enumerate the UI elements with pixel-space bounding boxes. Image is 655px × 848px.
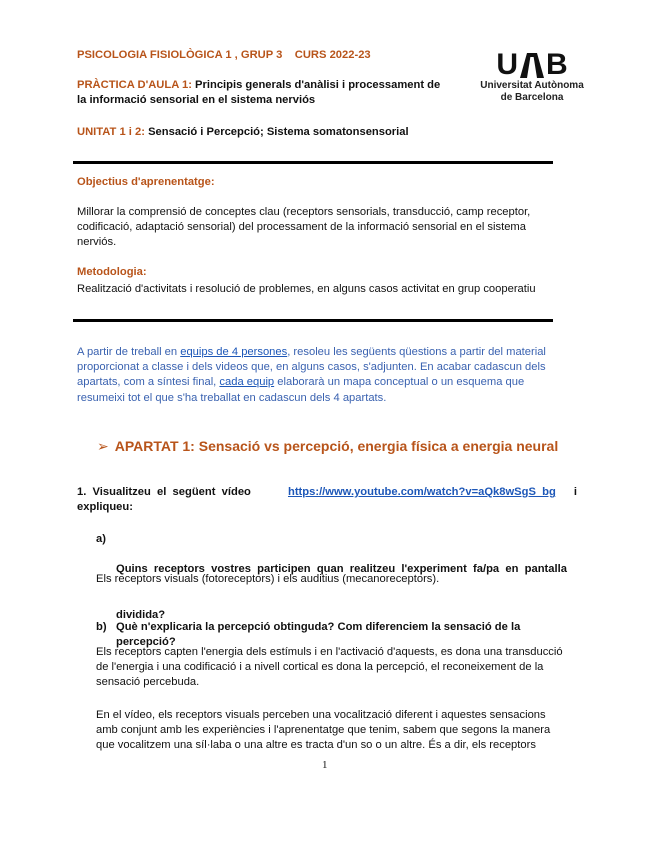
objectives-line-2: codificació, adaptació sensorial) del processament de la informació sensorial en el sistema xyxy=(77,221,526,234)
answer-b-p1-line-3: sensació percebuda. xyxy=(96,676,200,689)
question-a-line-2: dividida? xyxy=(116,609,166,622)
section-bullet-icon: ➢ xyxy=(97,438,109,454)
unit-title-text: Sensació i Percepció; Sistema somatonsensorial xyxy=(144,126,409,138)
answer-b-p2-line-3: que vocalitzem una síl·laba o una altre es tracta d'un so o un altre. És a dir, els receptors xyxy=(96,739,536,752)
answer-b-paragraph-1 xyxy=(96,645,580,691)
logo-letter-b: B xyxy=(546,48,568,81)
objectives-heading: Objectius d'aprenentatge: xyxy=(77,176,215,188)
answer-a: Els receptors visuals (fotoreceptors) i els auditius (mecanoreceptors). xyxy=(96,573,440,585)
practice-title xyxy=(77,78,457,108)
question-1-tail: i xyxy=(573,486,577,498)
course-header: PSICOLOGIA FISIOLÒGICA 1 , GRUP 3 CURS 2022-23 xyxy=(77,49,371,61)
methodology-text: Realització d'activitats i resolució de problemes, en alguns casos activitat en grup cooperatiu xyxy=(77,283,536,295)
divider-top xyxy=(73,161,553,164)
intro-line-4: resumeixi tot el que s'ha treballat en cadascun dels 4 apartats. xyxy=(77,391,387,404)
intro-text-a: A partir de treball en xyxy=(77,346,181,358)
logo-city-name: de Barcelona xyxy=(500,92,564,103)
answer-b-p2-line-2: amb conjunt amb les experiències i l'aprenentatge que tenim, sabem que segons la manera xyxy=(96,724,551,737)
practice-prefix: PRÀCTICA D'AULA 1: xyxy=(77,79,192,91)
intro-teams-link[interactable]: equips de 4 persones xyxy=(180,346,288,358)
question-1 xyxy=(77,485,577,515)
intro-line-3a: apartats, com a síntesi final, xyxy=(77,376,220,389)
section-heading xyxy=(97,437,558,455)
intro-line-3b: elaborarà un mapa conceptual o un esquema que xyxy=(274,376,525,389)
section-title: APARTAT 1: Sensació vs percepció, energia física a energia neural xyxy=(114,438,559,454)
question-1-text: 1. Visualitzeu el següent vídeo xyxy=(77,486,251,498)
answer-b-p1-line-2: de l'energia i una codificació i a nivell cortical es dona la percepció, el reconeixement de la xyxy=(96,661,544,674)
question-1-line-2: expliqueu: xyxy=(77,501,133,514)
methodology-heading: Metodologia: xyxy=(77,266,147,278)
page-number: 1 xyxy=(322,759,328,771)
youtube-video-link[interactable]: https://www.youtube.com/watch?v=aQk8wSgS_bg xyxy=(288,486,556,498)
divider-middle xyxy=(73,319,553,322)
logo-university-name: Universitat Autònoma xyxy=(480,80,584,91)
logo-letter-u: U xyxy=(496,48,518,81)
objectives-line-3: nerviós. xyxy=(77,236,117,249)
answer-b-paragraph-2 xyxy=(96,708,580,754)
question-a-label: a) xyxy=(96,533,106,545)
intro-line-2: proporcionat a classe i dels videos que, en alguns casos, s'adjunten. En acabar cadascun dels xyxy=(77,361,546,374)
question-b: Què n'explicaria la percepció obtinguda? Com diferenciem la sensació de la percepció? xyxy=(116,621,521,649)
intro-each-team-link[interactable]: cada equip xyxy=(219,376,275,389)
objectives-line-1: Millorar la comprensió de conceptes clau (receptors sensorials, transducció, camp receptor, xyxy=(77,206,531,218)
objectives-text xyxy=(77,205,577,251)
unit-prefix: UNITAT 1 i 2: xyxy=(77,126,145,138)
logo-a-symbol-icon xyxy=(519,52,545,78)
answer-b-p1-line-1: Els receptors capten l'energia dels estímuls i en l'activació d'aquests, es dona una transducció xyxy=(96,646,563,658)
intro-paragraph xyxy=(77,345,577,406)
practice-title-line2: la informació sensorial en el sistema nerviós xyxy=(77,94,316,107)
question-b-label: b) xyxy=(96,621,107,633)
answer-b-p2-line-1: En el vídeo, els receptors visuals perceben una vocalització diferent i aquestes sensacions xyxy=(96,709,546,721)
unit-title xyxy=(77,125,409,140)
practice-title-line1: Principis generals d'anàlisi i processament de xyxy=(191,79,441,91)
intro-text-b: , resoleu les següents qüestions a partir del material xyxy=(287,346,546,358)
uab-logo xyxy=(468,48,596,108)
uab-logo-mark xyxy=(468,48,596,80)
question-a-line-1: Quins receptors vostres participen quan realitzeu l'experiment fa/pa en pantalla xyxy=(116,563,567,576)
